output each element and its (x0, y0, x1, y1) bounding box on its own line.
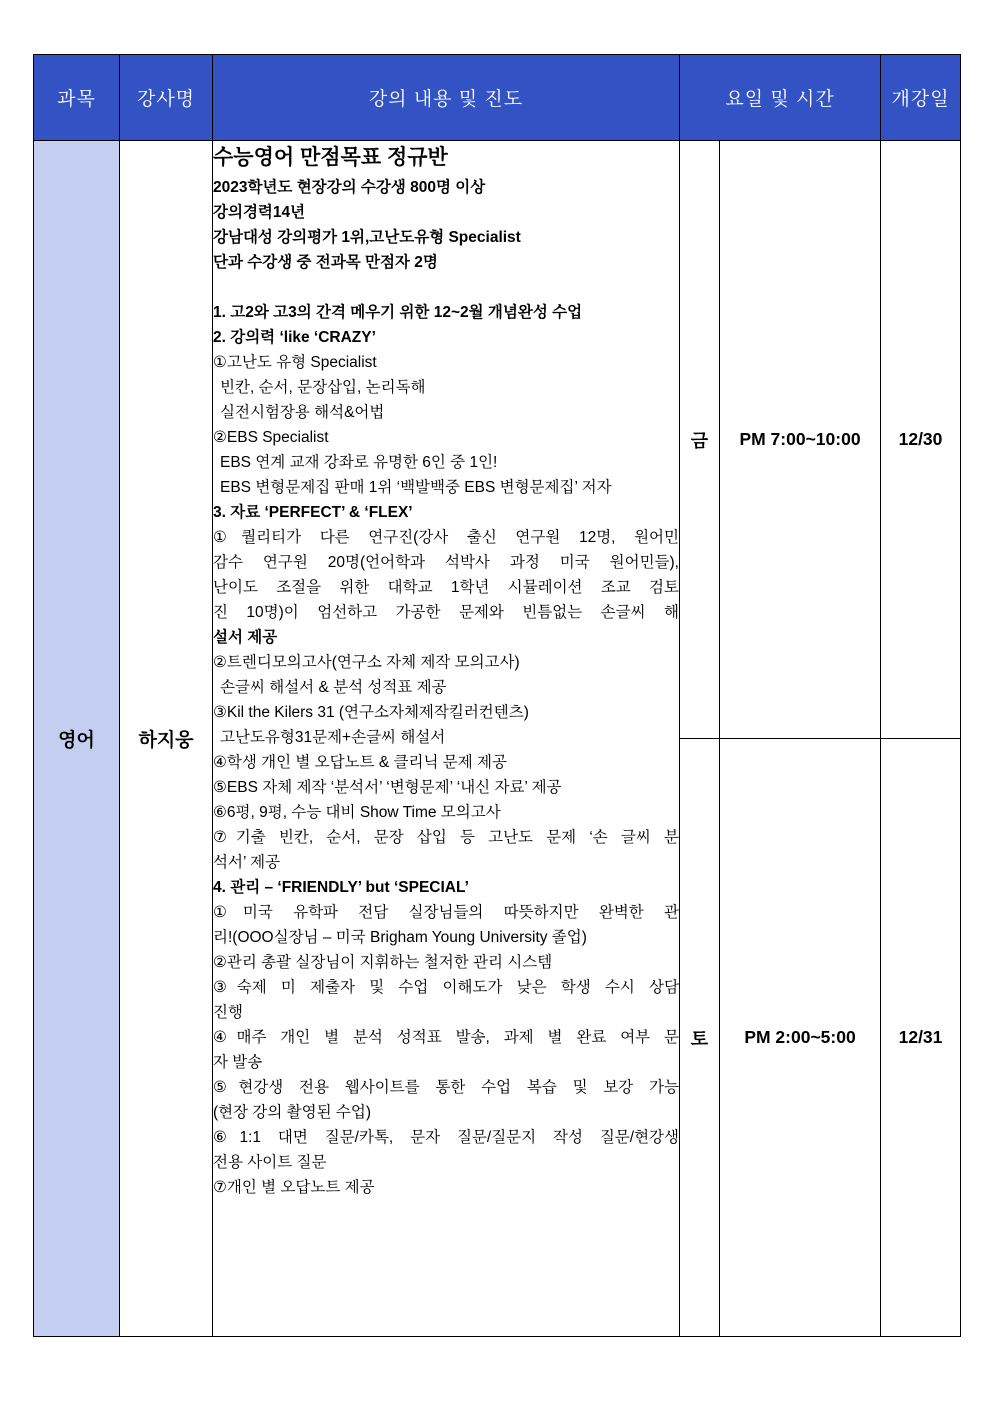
course-row-fri (34, 141, 961, 739)
content-line: ⑦기출 빈칸, 순서, 문장 삽입 등 고난도 문제 ‘손 글씨 분 (213, 829, 679, 846)
time-cell-fri: PM 7:00~10:00 (720, 141, 881, 739)
content-line: ④학생 개인 별 오답노트 & 클리닉 문제 제공 (213, 754, 507, 771)
header-teacher: 강사명 (120, 55, 213, 141)
content-line: ③Kil the Kilers 31 (연구소자체제작킬러컨텐츠) (213, 704, 529, 721)
content-line: ②트렌디모의고사(연구소 자체 제작 모의고사) (213, 654, 520, 671)
open-date-cell-fri: 12/30 (881, 141, 961, 739)
content-line: 진 10명)이 엄선하고 가공한 문제와 빈틈없는 손글씨 해 (213, 604, 679, 621)
content-line: 고난도유형31문제+손글씨 해설서 (220, 729, 446, 746)
content-line: 4. 관리 – ‘FRIENDLY’ but ‘SPECIAL’ (213, 879, 469, 896)
course-content-cell (213, 141, 680, 1337)
header-content: 강의 내용 및 진도 (213, 55, 680, 141)
summary-line: 단과 수강생 중 전과목 만점자 2명 (213, 254, 438, 271)
open-date-cell-sat: 12/31 (881, 739, 961, 1337)
content-line: ①고난도 유형 Specialist (213, 354, 377, 371)
header-row (34, 55, 961, 141)
content-line: ②EBS Specialist (213, 429, 329, 446)
header-open-date: 개강일 (881, 55, 961, 141)
content-line: 진행 (213, 1004, 243, 1021)
content-line: 빈칸, 순서, 문장삽입, 논리독해 (220, 379, 426, 396)
subject-cell: 영어 (34, 141, 120, 1337)
content-line: 손글씨 해설서 & 분석 성적표 제공 (220, 679, 447, 696)
content-line: ⑤현강생 전용 웹사이트를 통한 수업 복습 및 보강 가능 (213, 1079, 679, 1096)
summary-line: 2023학년도 현장강의 수강생 800명 이상 (213, 179, 486, 196)
day-cell-sat: 토 (680, 739, 720, 1337)
content-line: ⑥6평, 9평, 수능 대비 Show Time 모의고사 (213, 804, 501, 821)
content-line: (현장 강의 촬영된 수업) (213, 1104, 372, 1121)
time-cell-sat: PM 2:00~5:00 (720, 739, 881, 1337)
content-line: ④매주 개인 별 분석 성적표 발송, 과제 별 완료 여부 문 (213, 1029, 679, 1046)
course-detail-list (213, 300, 679, 1200)
content-line: EBS 연계 교재 강좌로 유명한 6인 중 1인! (220, 454, 498, 471)
content-line: ①미국 유학파 전담 실장님들의 따뜻하지만 완벽한 관 (213, 904, 679, 921)
content-line: ⑤EBS 자체 제작 ‘분석서’ ‘변형문제’ ‘내신 자료’ 제공 (213, 779, 562, 796)
content-line: ②관리 총괄 실장님이 지휘하는 철저한 관리 시스템 (213, 954, 553, 971)
content-line: EBS 변형문제집 판매 1위 ‘백발백중 EBS 변형문제집’ 저자 (220, 479, 612, 496)
teacher-cell: 하지웅 (120, 141, 213, 1337)
content-line: ⑥1:1 대면 질문/카톡, 문자 질문/질문지 작성 질문/현강생 (213, 1129, 679, 1146)
content-line: 1. 고2와 고3의 간격 메우기 위한 12~2월 개념완성 수업 (213, 304, 583, 321)
content-line: 난이도 조절을 위한 대학교 1학년 시뮬레이션 조교 검토 (213, 579, 679, 596)
content-line: 2. 강의력 ‘like ‘CRAZY’ (213, 329, 376, 346)
content-line: 3. 자료 ‘PERFECT’ & ‘FLEX’ (213, 504, 413, 521)
summary-line: 강남대성 강의평가 1위,고난도유형 Specialist (213, 229, 521, 246)
day-cell-fri: 금 (680, 141, 720, 739)
content-line: 설서 제공 (213, 629, 278, 646)
course-title: 수능영어 만점목표 정규반 (213, 146, 448, 169)
content-line: 감수 연구원 20명(언어학과 석박사 과정 미국 원어민들), (213, 554, 679, 571)
content-line: 자 발송 (213, 1054, 263, 1071)
content-line: ⑦개인 별 오답노트 제공 (213, 1179, 375, 1196)
content-line: 실전시험장용 해석&어법 (220, 404, 385, 421)
content-line: 전용 사이트 질문 (213, 1154, 327, 1171)
schedule-table (33, 54, 961, 1337)
content-line: ①퀄리티가 다른 연구진(강사 출신 연구원 12명, 원어민 (213, 529, 679, 546)
summary-line: 강의경력14년 (213, 204, 306, 221)
content-line: ③숙제 미 제출자 및 수업 이해도가 낮은 학생 수시 상담 (213, 979, 679, 996)
content-line: 리!(OOO실장님 – 미국 Brigham Young University 졸업) (213, 929, 587, 946)
header-subject: 과목 (34, 55, 120, 141)
content-line: 석서’ 제공 (213, 854, 281, 871)
header-schedule: 요일 및 시간 (680, 55, 881, 141)
